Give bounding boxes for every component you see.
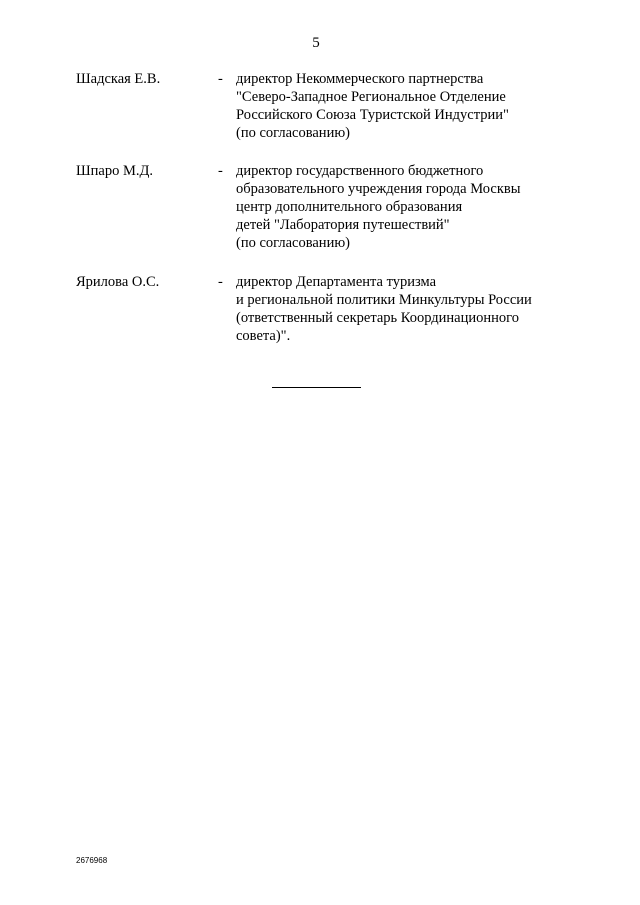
member-name: Шадская Е.В.	[76, 71, 161, 87]
member-entry	[76, 273, 556, 345]
page-number: 5	[312, 35, 320, 51]
description-line: (по согласованию)	[236, 235, 350, 251]
description-line: образовательного учреждения города Москвы	[236, 181, 521, 197]
member-name: Ярилова О.С.	[76, 274, 160, 290]
description-line: совета)".	[236, 328, 291, 344]
description-line: директор Некоммерческого партнерства	[236, 71, 484, 87]
member-dash: -	[218, 163, 223, 179]
description-line: детей "Лаборатория путешествий"	[236, 217, 450, 233]
member-name: Шпаро М.Д.	[76, 163, 153, 179]
description-line: и региональной политики Минкультуры России	[236, 292, 532, 308]
member-entry	[76, 70, 556, 142]
description-line: центр дополнительного образования	[236, 199, 463, 215]
member-dash: -	[218, 71, 223, 87]
description-line: директор государственного бюджетного	[236, 163, 484, 179]
member-dash: -	[218, 274, 223, 290]
description-line: "Северо-Западное Региональное Отделение	[236, 89, 506, 105]
description-line: директор Департамента туризма	[236, 274, 437, 290]
member-entry	[76, 162, 556, 252]
member-list	[76, 70, 556, 365]
description-line: (ответственный секретарь Координационного	[236, 310, 519, 326]
description-line: Российского Союза Туристской Индустрии"	[236, 107, 509, 123]
document-code: 2676968	[76, 856, 108, 865]
closing-separator-line	[272, 387, 361, 388]
member-description	[236, 70, 556, 142]
member-description	[236, 162, 556, 252]
description-line: (по согласованию)	[236, 125, 350, 141]
member-description	[236, 273, 556, 345]
